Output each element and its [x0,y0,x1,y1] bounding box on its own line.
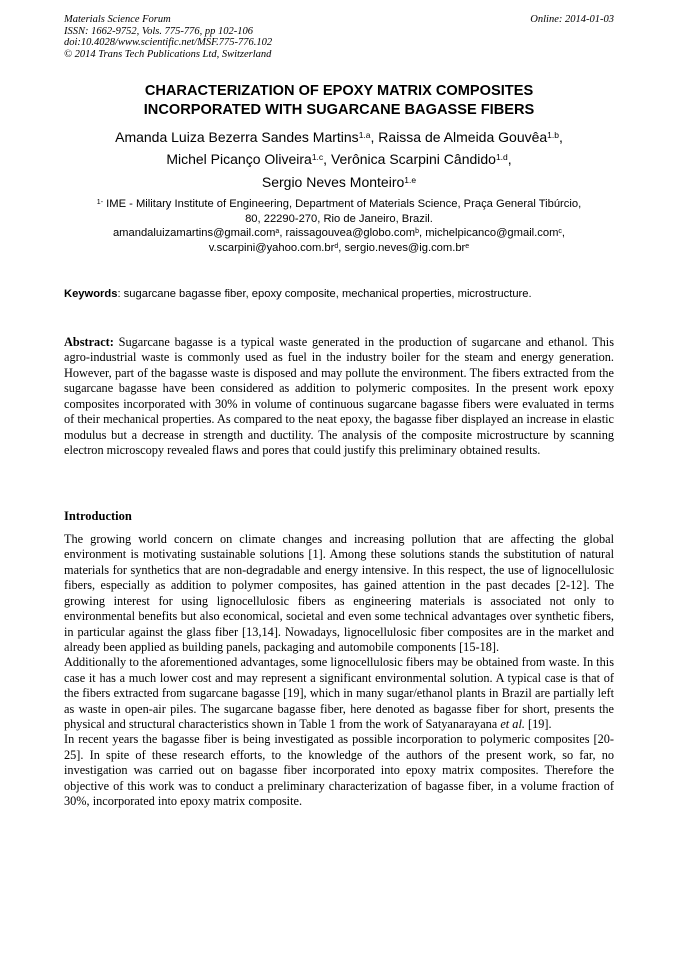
keywords-text: : sugarcane bagasse fiber, epoxy composite, mechanical properties, microstructure. [117,288,532,300]
affiliation-line-1: $^{1-}$ IME - Military Institute of Engineering, Department of Materials Science, Praça General Tibúrcio, [96,198,582,210]
author-name: Raissa de Almeida Gouvêa [378,129,548,145]
email-link[interactable]: michelpicanco@gmail.com [425,227,559,240]
journal-doi: doi:10.4028/www.scientific.net/MSF.775-776.102 [64,37,273,49]
author-sup: 1.e [404,175,417,185]
author-name: Sergio Neves Monteiro [261,174,405,190]
abstract-label: Abstract: [64,335,114,349]
journal-header [64,14,272,60]
title-line-2: INCORPORATED WITH SUGARCANE BAGASSE FIBERS [143,101,535,118]
author-line-2: Michel Picanço Oliveira$^{1.c}$, Verônica Scarpini Cândido$^{1.d}$, [166,151,512,167]
abstract-text: Sugarcane bagasse is a typical waste generated in the production of sugarcane and ethanol. This agro-industrial waste is commonly used as fuel in the industry boiler for the steam and energy generation. However, part of the bagasse waste is disposed and may pollute the environment. The fibers extracted from the sugarcane bagasse have been considered as addition to polymeric composites. In the present work epoxy composites incorporated with 30% in volume of continuous sugarcane bagasse fibers were evaluated in terms of their mechanical properties. As compared to the neat epoxy, the bagasse fiber displayed an increase in elastic modulus but a decrease in strength and ductility. The analysis of the composite microstructure by scanning electron microscopy revealed flaws and pores that could justify this preliminary obtained results. [64,335,614,457]
email-line-1: amandaluizamartins@gmail.com$^a$, raissagouvea@globo.com$^b$, michelpicanco@gmail.com$^c$, [112,227,566,240]
online-date: Online: 2014-01-03 [530,14,614,25]
affiliation [64,197,614,255]
intro-paragraph-1: The growing world concern on climate changes and increasing pollution that are affecting the global environment is motivating sustainable solutions [1]. Among these solutions stands the substitution of natural materials for synthetics that are non-degradable and energy intensive. In this respect, the use of lignocellulosic fibers, especially as addition to polymer composites, has gained attention in the past decades [2-12]. The growing interest for using lignocellulosic fibers as engineering materials is associated not only to environmental benefits but also economical, societal and even some technical advantages over synthetic fibers, in particular against the glass fiber [13,14]. Nowadays, lignocellulosic fiber composites are in the market and already been applied as building panels, packaging and automobile components [15-18]. [64,532,614,654]
intro-paragraph-2: Additionally to the aforementioned advantages, some lignocellulosic fibers may be obtained from waste. In this case it has a much lower cost and may represent a significant environmental solution. A typical case is that of the fibers extracted from sugarcane bagasse [19], which in many sugar/ethanol plants in Brazil are partially left as waste in open-air piles. The sugarcane bagasse fiber, here denoted as bagasse fiber for short, presents the physical and structural characteristics shown in Table 1 from the work of Satyanarayana et al. [19]. [64,655,614,732]
section-heading-introduction: Introduction [64,509,132,523]
email-line-2: $v.scarpini@yahoo.com.br^d$, $sergio.neves@ig.com.br^e$ [208,241,470,254]
journal-name: Materials Science Forum [64,14,171,25]
author-sup: 1.d [495,152,508,162]
author-line-3 [64,172,614,194]
abstract [64,335,614,458]
journal-copyright: © 2014 Trans Tech Publications Ltd, Switzerland [64,48,272,60]
author-name: Michel Picanço Oliveira [166,151,312,167]
journal-issn: ISSN: 1662-9752, Vols. 775-776, pp 102-106 [64,25,253,37]
keywords [64,287,614,301]
paper-title [64,82,614,119]
author-sup: 1.a [358,130,371,140]
intro-paragraph-3: In recent years the bagasse fiber is being investigated as possible incorporation to polymeric composites [20-25]. In spite of these research efforts, to the knowledge of the authors of the present work, so far, no investigation was carried out on bagasse fiber incorporated into epoxy matrix composites. Therefore the objective of this work was to conduct a preliminary characterization of bagasse fiber, in a volume fraction of 30%, incorporated into epoxy matrix composite. [64,732,614,809]
introduction-body [64,532,614,810]
author-name: Verônica Scarpini Cândido [330,151,496,167]
author-name: Amanda Luiza Bezerra Sandes Martins [115,129,359,145]
affiliation-line-2: 80, 22290-270, Rio de Janeiro, Brazil. [245,212,433,225]
email-link[interactable]: sergio.neves@ig.com.br [344,241,466,254]
email-link[interactable]: v.scarpini@yahoo.com.br [208,241,335,254]
author-sup: 1.c [311,152,324,162]
author-sup: 1.b [547,130,559,140]
author-line-1: Amanda Luiza Bezerra Sandes Martins$^{1.a}$, Raissa de Almeida Gouvêa$^{1.b}$, [115,129,563,145]
title-line-1: CHARACTERIZATION OF EPOXY MATRIX COMPOSITES [144,83,534,99]
email-link[interactable]: raissagouvea@globo.com [285,227,416,240]
affiliation-marker: 1- [96,199,104,206]
keywords-label: Keywords [64,288,118,300]
email-link[interactable]: amandaluizamartins@gmail.com [112,227,276,240]
